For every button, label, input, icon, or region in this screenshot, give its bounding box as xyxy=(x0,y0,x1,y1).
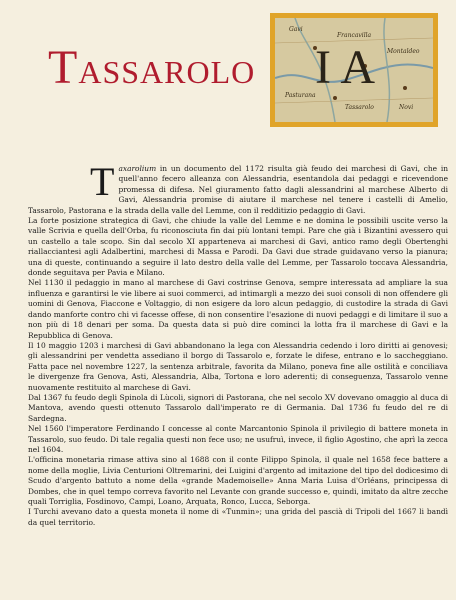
map-label: Novi xyxy=(399,104,414,111)
map-label: Pasturana xyxy=(285,92,316,99)
map-label: Tassarolo xyxy=(345,104,374,111)
latin-name: axarolium xyxy=(118,164,157,173)
paragraph: Dal 1367 fu feudo degli Spinola di Lùcoli, signori di Pastorana, che nel secolo XV dovevano omaggio al duca di Mantova, avendo questi ottenuto Tassarolo dall'imperato re di Germania. Dal 1736 fu feudo del re di Sardegna. xyxy=(28,392,448,423)
map-large-lettering: I A xyxy=(315,41,375,94)
map-label: Montaldeo xyxy=(387,48,420,55)
paragraph: Nel 1130 il pedaggio in mano al marchese di Gavi costrinse Genova, sempre interessata ad ampliare la sua influenza e garantirsi le vie libere ai suoi commerci, ad intimargli a mezzo dei suoi consoli di non offendere gli uomini di Genova, Fiaccone e Voltaggio, di non esigere da loro alcun pedaggio, di custodire la strada di Gavi dando manforte contro chi vi facesse offese, di non consentire l'esazione di nuovi pedaggi e di limitare il suo a non più di 18 denari per soma. Da questa data si può dire cominci la lotta fra il marchese di Gavi e la Repubblica di Genova. xyxy=(28,278,448,340)
paragraph: I Turchi avevano dato a questa moneta il nome di «Tunmin»; una grida del pascià di Tripoli del 1667 li bandì da quel territorio. xyxy=(28,507,448,527)
paragraph: L'officina monetaria rimase attiva sino al 1688 con il conte Filippo Spinola, il quale nel 1658 fece battere a nome della moglie, Livia Centurioni Oltremarini, dei Luigini d'argento ad imitazione del tipo del dodicesimo di Scudo d'argento battuto a nome della «grande Mademoiselle» Anna Maria Luisa d'Orléans, principessa di Dombes, che in quel tempo correva favorito nel Levante con grande successo e, quindi, imitato da altre zecche quali Torriglia, Fosdinovo, Campi, Loano, Arquata, Ronco, Lucca, Seborga. xyxy=(28,455,448,506)
drop-cap: T xyxy=(90,159,115,204)
paragraph: La forte posizione strategica di Gavi, che chiude la valle del Lemme e ne domina le possibili uscite verso la valle Scrivia e quella dell'Orba, fu riconosciuta fin dai più lontani tempi. Pare che già i Bizantini avessero qui un castello a tale scopo. Sin dal secolo XI apparteneva ai marchesi di Gavi, antico ramo degli Obertenghi riallacciantesi agli Adalbertini, marchesi di Massa e Parodi. Da Gavi due strade guidavano verso la pianura; una di queste, continuando a seguire il lato destro della valle del Lemme, per Tassarolo toccava Alessandria, donde seguitava per Pavia e Milano. xyxy=(28,216,448,278)
map-label: Francavilla xyxy=(337,32,372,39)
page-title xyxy=(48,40,255,95)
title-capital: T xyxy=(48,41,79,94)
title-rest: ASSAROLO xyxy=(78,54,256,90)
paragraph: Taxarolium in un documento del 1172 risulta già feudo dei marchesi di Gavi, che in quell'anno fecero alleanza con Alessandria, esentandola dai pedaggi e ricevendone promessa di difesa. Nel giuramento fatto dagli alessandrini al marchese Alberto di Gavi, Alessandria promise di aiutare il marchese nel tenere i castelli di Amelio, Tassarolo, Pastorana e la strada della valle del Lemme, con il redditizio pedaggio di Gavi. xyxy=(28,159,449,215)
article-body xyxy=(28,138,448,528)
paragraph: Nel 1560 l'imperatore Ferdinando I concesse al conte Marcantonio Spinola il privilegio di battere moneta in Tassarolo, suo feudo. Di tale regalia questi non fece uso; ne usufruì, invece, il figlio Agostino, che aprì la zecca nel 1604. xyxy=(28,424,448,454)
map-label: Gavi xyxy=(289,26,303,33)
paragraph: Il 10 maggio 1203 i marchesi di Gavi abbandonano la lega con Alessandria cedendo i loro diritti ai genovesi; gli alessandrini per vendetta assediano il borgo di Tassarolo e, forzate le difese, entrano e lo saccheggiano. Fatta pace nel novembre 1227, la sentenza arbitrale, favorita da Milano, poneva fine alle ostilità e conciliava le divergenze fra Genova, Asti, Alessandria, Alba, Tortona e loro aderenti; di conseguenza, Tassarolo venne nuovamente restituito al marchese di Gavi. xyxy=(28,340,448,392)
map-illustration xyxy=(270,13,438,127)
